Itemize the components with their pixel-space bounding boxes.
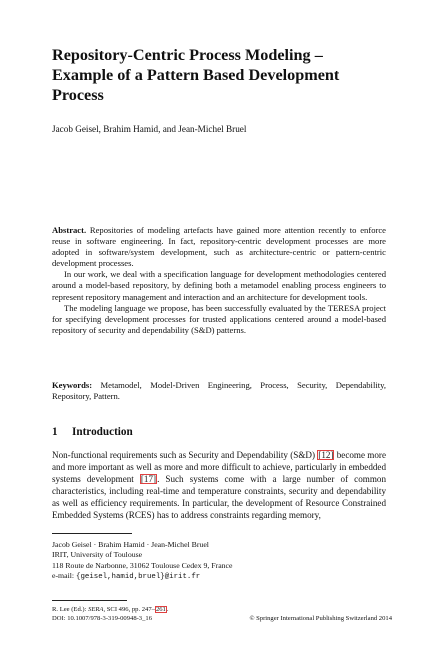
abstract [52, 225, 386, 336]
email-label: e-mail: [52, 571, 77, 581]
intro-text-2: become more and more important as well as more and more difficult to achieve, particularly in embedded systems development [52, 450, 386, 485]
title-line-3: Process [52, 86, 104, 104]
section-heading [52, 426, 133, 438]
paper-title [52, 45, 392, 105]
intro-text-3: . Such systems come with a large number of common characteristics, including real-time and temperature constraints, security and dependability as well as efficiency requirements. In particular, the development of Resource Constrained Embedded Systems (RCES) has to address constraints regarding memory, [52, 474, 386, 521]
abstract-label: Abstract. [52, 225, 87, 235]
author-list: Jacob Geisel, Brahim Hamid, and Jean-Michel Bruel [52, 124, 247, 134]
affiliation-block [52, 540, 392, 583]
affiliation-institution: IRIT, University of Toulouse [52, 550, 143, 560]
footer-editor: R. Lee (Ed.): [52, 606, 89, 613]
footer-venue: SERA [88, 606, 104, 613]
footer-divider [52, 600, 127, 601]
citation-link-12[interactable]: [12] [318, 450, 334, 460]
section-number: 1 [52, 426, 58, 438]
affiliation-address: 118 Route de Narbonne, 31062 Toulouse Cedex 9, France [52, 560, 233, 570]
title-line-1: Repository-Centric Process Modeling – [52, 46, 323, 64]
footer-citation-line [52, 605, 392, 614]
abstract-paragraph-2: In our work, we deal with a specification language for development methodologies centered around a model-based repository, by defining both a metamodel enabling process engineers to represent repository management and interaction and an architecture for development tools. [52, 269, 386, 302]
affiliation-names: Jacob Geisel · Brahim Hamid · Jean-Michel Bruel [52, 540, 209, 549]
section-title: Introduction [72, 426, 133, 438]
footer-copyright: © Springer International Publishing Switzerland 2014 [249, 615, 392, 622]
keywords [52, 380, 386, 402]
keywords-label: Keywords: [52, 380, 93, 390]
footnote-divider [52, 533, 132, 534]
affiliation-email-line [52, 571, 392, 582]
citation-link-17[interactable]: [17] [140, 474, 157, 485]
footer-pages: , SCI 496, pp. 247– [103, 606, 155, 613]
footer-period: . [166, 606, 169, 613]
title-line-2: Example of a Pattern Based Development [52, 66, 340, 84]
email-address: {geisel,hamid,bruel}@irit.fr [76, 573, 201, 582]
introduction-text [52, 449, 386, 522]
abstract-paragraph-1: Repositories of modeling artefacts have gained more attention recently to enforce reuse in software engineering. In fact, repository-centric development processes are more adopted in software/system development, such as architecture-centric or pattern-centric development processes. [52, 225, 386, 269]
intro-text-1: Non-functional requirements such as Security and Dependability (S&D) [52, 450, 318, 460]
publication-footer [52, 605, 392, 623]
abstract-paragraph-3: The modeling language we propose, has been successfully evaluated by the TERESA project for specifying development processes for trusted applications centered around a model-based repository of security and dependability (S&D) patterns. [52, 302, 386, 335]
footer-end-page-link[interactable]: 261 [155, 606, 166, 613]
keywords-text: Metamodel, Model-Driven Engineering, Process, Security, Dependability, Repository, Pattern. [52, 380, 386, 402]
footer-doi: DOI: 10.1007/978-3-319-00948-3_16 [52, 615, 152, 622]
